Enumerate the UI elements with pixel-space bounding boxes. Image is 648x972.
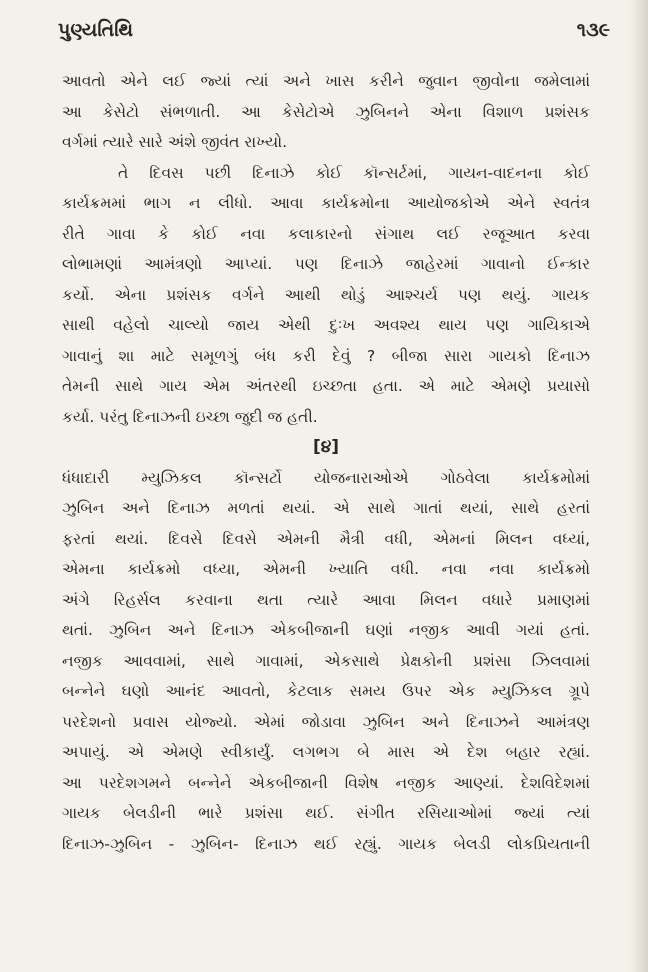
page-header	[58, 14, 610, 46]
text-line: દિનાઝ-ઝુબિન - ઝુબિન- દિનાઝ થઈ રહ્યું. ગાયક બેલડી લોકપ્રિયતાની	[62, 834, 590, 853]
text-line: કર્યો. એના પ્રશંસક વર્ગને આથી થોડું આશ્ચર્ય પણ થયું. ગાયક	[62, 285, 590, 304]
text-line: થતાં. ઝુબિન અને દિનાઝ એકબીજાની ઘણાં નજીક આવી ગયાં હતાં.	[62, 621, 590, 639]
page-number: ૧૩૯	[576, 19, 610, 41]
text-line: નજીક આવવામાં, સાથે ગાવામાં, એકસાથે પ્રેક્ષકોની પ્રશંસા ઝિલવામાં	[62, 651, 590, 670]
text-line: અંગે રિહર્સલ કરવાના થતા ત્યારે આવા મિલન વધારે પ્રમાણમાં	[62, 590, 590, 609]
text-line: આ પરદેશગમને બન્નેને એકબીજાની વિશેષ નજીક આણ્યાં. દેશવિદેશમાં	[62, 773, 590, 792]
text-line: રીતે ગાવા કે કોઈ નવા કલાકારનો સંગાથ લઈ રજૂઆત કરવા	[62, 224, 590, 243]
text-line: બન્નેને ઘણો આનંદ આવતો, કેટલાક સમય ઉપર એક મ્યુઝિકલ ગ્રૂપે	[62, 682, 590, 700]
text-line: અપાયું. એ એમણે સ્વીકાર્યું. લગભગ બે માસ એ દેશ બહાર રહ્યાં.	[62, 743, 590, 761]
text-line: ધંધાદારી મ્યુઝિકલ કૉન્સર્ટો યોજનારાઓએ ગોઠવેલા કાર્યક્રમોમાં	[62, 468, 590, 487]
text-line: પરદેશનો પ્રવાસ યોજ્યો. એમાં જોડાવા ઝુબિન અને દિનાઝને આમંત્રણ	[62, 712, 590, 731]
section-heading: [૪]	[312, 437, 340, 457]
text-line: આવતો એને લઈ જ્યાં ત્યાં અને ખાસ કરીને જુવાન જીવોના જમેલામાં	[62, 72, 590, 90]
page-edge-shadow	[630, 0, 648, 972]
text-line: ગાવાનું શા માટે સમૂળગું બંધ કરી દેવું ? બીજા સારા ગાયકો દિનાઝ	[62, 346, 590, 365]
text-line: કાર્યક્રમમાં ભાગ ન લીધો. આવા કાર્યક્રમોના આયોજકોએ એને સ્વતંત્ર	[62, 194, 590, 212]
text-line: તેમની સાથે ગાય એમ અંતરથી ઇચ્છતા હતા. એ માટે એમણે પ્રયાસો	[62, 377, 590, 395]
text-line: ગાયક બેલડીની ભારે પ્રશંસા થઈ. સંગીત રસિયાઓમાં જ્યાં ત્યાં	[62, 804, 590, 822]
running-title: પુણ્યતિથિ	[58, 19, 134, 41]
text-line: ઝુબિન અને દિનાઝ મળતાં થયાં. એ સાથે ગાતાં થયાં, સાથે હરતાં	[62, 499, 590, 517]
text-line: તે દિવસ પછી દિનાઝે કોઈ કૉન્સર્ટમાં, ગાયન-વાદનના કોઈ	[118, 163, 590, 182]
body-text	[62, 66, 590, 859]
text-line: સાથી વહેલો ચાલ્યો જાય એથી દુઃખ અવશ્ય થાય પણ ગાયિકાએ	[62, 316, 590, 334]
text-line: વર્ગમાં ત્યારે સારે અંશે જીવંત રાખ્યો.	[62, 133, 288, 151]
text-line: ફરતાં થયાં. દિવસે દિવસે એમની મૈત્રી વધી, એમનાં મિલન વધ્યાં,	[62, 529, 590, 548]
text-line: લોભામણાં આમંત્રણો આપ્યાં. પણ દિનાઝે જાહેરમાં ગાવાનો ઈન્કાર	[62, 255, 590, 273]
text-line: એમના કાર્યક્રમો વધ્યા, એમની ખ્યાતિ વધી. નવા નવા કાર્યક્રમો	[62, 560, 590, 578]
text-line: આ કેસેટો સંભળાતી. આ કેસેટોએ ઝુબિનને એના વિશાળ પ્રશંસક	[62, 102, 590, 121]
text-line: કર્યા. પરંતુ દિનાઝની ઇચ્છા જુદી જ હતી.	[62, 407, 318, 426]
